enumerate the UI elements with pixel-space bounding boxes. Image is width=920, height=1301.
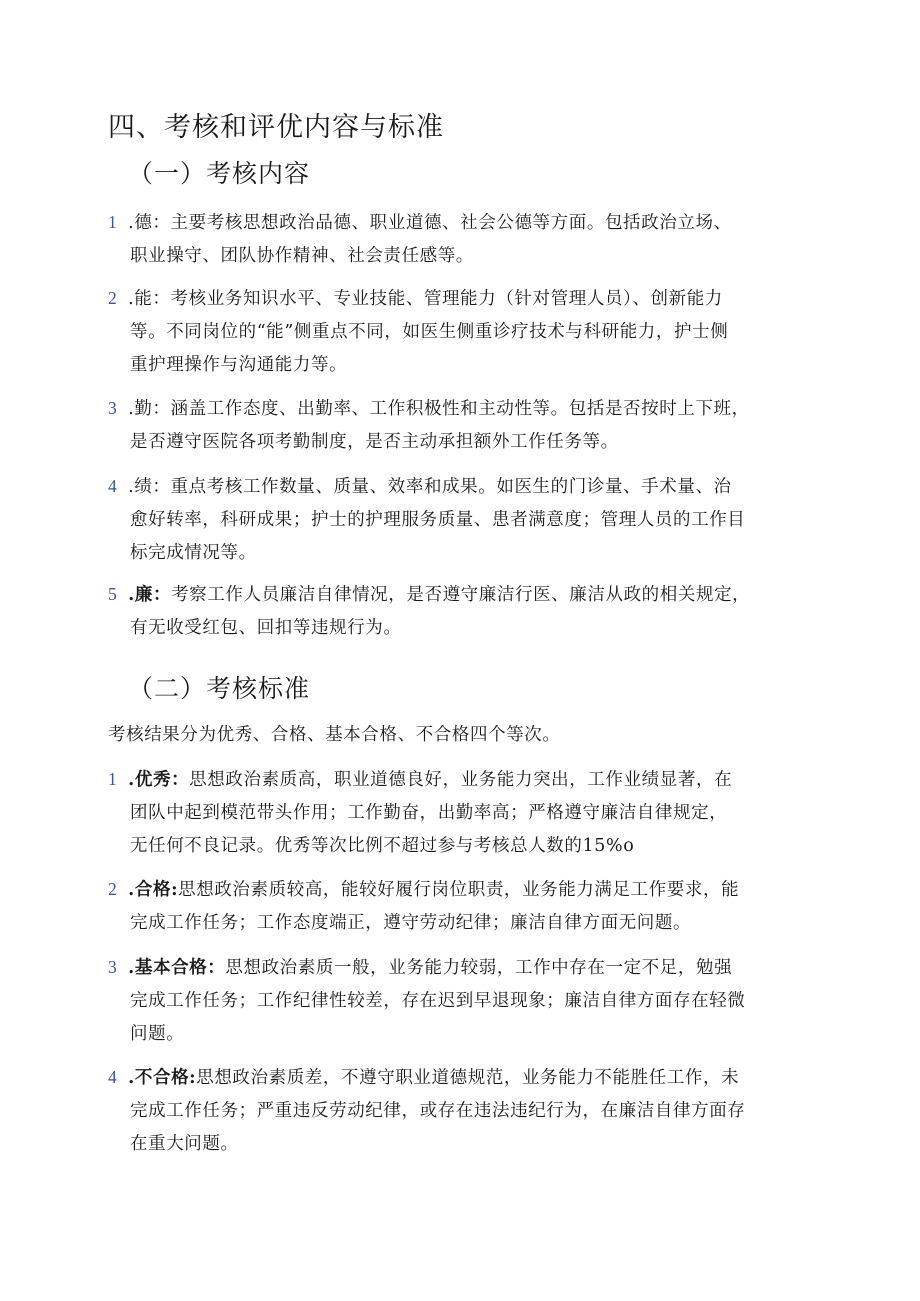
item-line: 思想政治素质一般，业务能力较弱，工作中存在一定不足，勉强 — [225, 958, 733, 978]
content-item-qin — [108, 392, 818, 459]
standard-item-basic — [108, 951, 818, 1051]
item-line: 涵盖工作态度、出勤率、工作积极性和主动性等。包括是否按时上下班， — [170, 399, 750, 419]
item-label: .廉： — [128, 585, 172, 605]
item-line: 重护理操作与沟通能力等。 — [130, 355, 348, 375]
item-line: 考察工作人员廉洁自律情况，是否遵守廉洁行医、廉洁从政的相关规定， — [171, 585, 751, 605]
subsection-title-standard: （二）考核标准 — [128, 674, 311, 703]
item-line: 是否遵守医院各项考勤制度，是否主动承担额外工作任务等。 — [130, 432, 619, 452]
item-number: 4 — [108, 476, 118, 496]
standard-item-unqualified — [108, 1061, 818, 1161]
item-number: 1 — [108, 212, 118, 232]
standard-item-qualified — [108, 873, 818, 940]
item-line: 标完成情况等。 — [130, 543, 257, 563]
item-label: .基本合格： — [128, 958, 226, 978]
content-item-neng — [108, 282, 818, 382]
item-line: 等。不同岗位的“能”侧重点不同，如医生侧重诊疗技术与科研能力，护士侧 — [130, 322, 729, 342]
item-line: 思想政治素质高，职业道德良好，业务能力突出，工作业绩显著，在 — [189, 770, 733, 790]
item-line: 思想政治素质较高，能较好履行岗位职责，业务能力满足工作要求，能 — [178, 880, 740, 900]
item-line: 团队中起到模范带头作用；工作勤奋，出勤率高；严格遵守廉洁自律规定， — [130, 803, 728, 823]
item-number: 3 — [108, 398, 118, 418]
item-number: 2 — [108, 879, 118, 899]
item-number: 1 — [108, 769, 118, 789]
subsection-title-content: （一）考核内容 — [128, 159, 311, 188]
item-number: 5 — [108, 584, 118, 604]
content-item-lian — [108, 578, 818, 645]
item-line: 主要考核思想政治品德、职业道德、社会公德等方面。包括政治立场、 — [170, 213, 732, 233]
item-line: 职业操守、团队协作精神、社会责任感等。 — [130, 246, 474, 266]
standard-item-excellent — [108, 763, 818, 863]
item-line: 有无收受红包、回扣等违规行为。 — [130, 618, 402, 638]
section-title: 四、考核和评优内容与标准 — [108, 112, 444, 143]
item-line: 问题。 — [130, 1024, 185, 1044]
item-line: 重点考核工作数量、质量、效率和成果。如医生的门诊量、手术量、治 — [170, 477, 732, 497]
item-label: .合格: — [128, 880, 179, 900]
item-label: .德： — [128, 213, 171, 233]
item-line: 完成工作任务；工作纪律性较差，存在迟到早退现象；廉洁自律方面存在轻微 — [130, 991, 746, 1011]
item-label: .绩： — [128, 477, 171, 497]
item-line: 完成工作任务；严重违反劳动纪律，或存在违法违纪行为，在廉洁自律方面存 — [130, 1101, 746, 1121]
item-number: 4 — [108, 1067, 118, 1087]
item-number: 2 — [108, 288, 118, 308]
item-line: 无任何不良记录。优秀等次比例不超过参与考核总人数的15%o — [130, 836, 635, 856]
item-line: 愈好转率，科研成果；护士的护理服务质量、患者满意度；管理人员的工作目 — [130, 510, 746, 530]
standard-intro: 考核结果分为优秀、合格、基本合格、不合格四个等次。 — [108, 725, 561, 745]
item-label: .优秀： — [128, 770, 190, 790]
item-label: .勤： — [128, 399, 171, 419]
item-number: 3 — [108, 957, 118, 977]
content-item-ji — [108, 470, 818, 570]
item-line: 思想政治素质差，不遵守职业道德规范，业务能力不能胜任工作，未 — [196, 1068, 740, 1088]
item-label: .不合格: — [128, 1068, 197, 1088]
content-item-de — [108, 206, 818, 273]
item-label: .能： — [128, 289, 171, 309]
item-line: 考核业务知识水平、专业技能、管理能力（针对管理人员）、创新能力 — [170, 289, 723, 309]
item-line: 完成工作任务；工作态度端正，遵守劳动纪律；廉洁自律方面无问题。 — [130, 913, 692, 933]
item-line: 在重大问题。 — [130, 1134, 239, 1154]
